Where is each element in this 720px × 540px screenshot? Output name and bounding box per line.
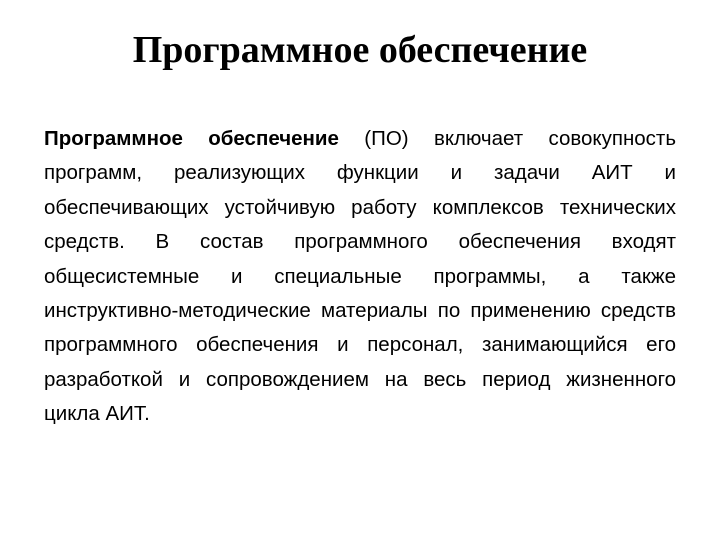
slide-body-paragraph	[44, 122, 676, 432]
slide-title: Программное обеспечение	[132, 29, 588, 71]
definition-text: (ПО) включает совокупность программ, реализующих функции и задачи АИТ и обеспечивающих устойчивую работу комплексов технических средств. В состав программного обеспечения входят общесистемные и специальные программы, а также инструктивно-методические материалы по применению средств программного обеспечения и персонал, занимающийся его разработкой и сопровождением на весь период жизненного цикла АИТ.	[44, 127, 676, 426]
definition-term: Программное обеспечение	[44, 127, 339, 150]
